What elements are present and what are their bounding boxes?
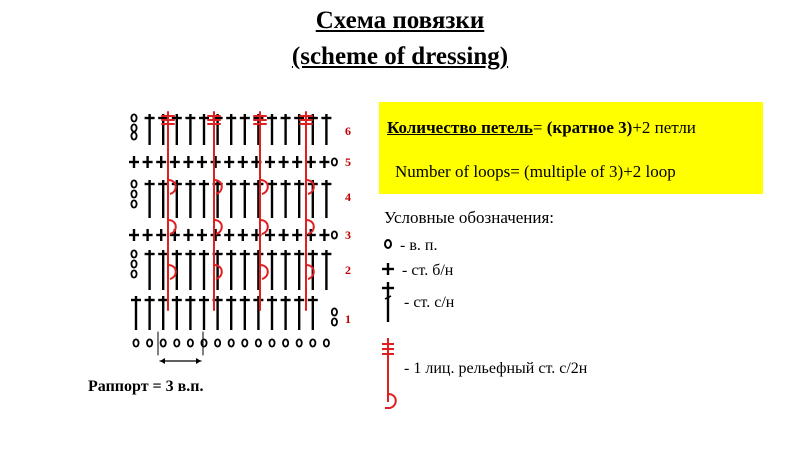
dc-stitch	[131, 296, 141, 330]
dc-stitch	[226, 250, 236, 290]
dc-stitch	[185, 250, 195, 290]
relief-hook	[168, 265, 176, 279]
relief-hook	[168, 180, 176, 194]
sc-stitch	[265, 156, 275, 168]
dc-stitch	[308, 114, 318, 145]
dc-stitch	[199, 296, 209, 330]
rapport-arrowhead-left	[160, 358, 165, 364]
dc-stitch	[158, 250, 168, 290]
dc-stitch	[253, 296, 263, 330]
dc-stitch	[267, 296, 277, 330]
dc-stitch	[185, 114, 195, 145]
dc-stitch	[281, 180, 291, 218]
legend-dc: - ст. с/н	[404, 294, 455, 311]
chain-stitch	[161, 339, 166, 346]
chain-stitch	[297, 339, 302, 346]
chain-icon	[385, 240, 391, 248]
dc-stitch	[158, 114, 168, 145]
chain-stitch	[131, 124, 136, 131]
row-label-2: 2	[345, 263, 351, 277]
loops-rest: +2 петли	[632, 118, 696, 137]
crochet-chart	[120, 100, 360, 370]
loops-eq: =	[532, 118, 547, 137]
chain-stitch	[131, 190, 136, 197]
chain-stitch	[310, 339, 315, 346]
dc-stitch	[172, 296, 182, 330]
dc-stitch	[226, 296, 236, 330]
sc-stitch	[224, 156, 234, 168]
sc-stitch	[306, 229, 316, 241]
dc-stitch	[267, 114, 277, 145]
sc-stitch	[279, 156, 289, 168]
dc-stitch	[281, 250, 291, 290]
chain-stitch	[332, 158, 337, 165]
chain-stitch	[283, 339, 288, 346]
chain-stitch	[256, 339, 261, 346]
row-label-6: 6	[345, 124, 351, 138]
sc-stitch	[170, 156, 180, 168]
chain-stitch	[332, 231, 337, 238]
dc-stitch	[253, 180, 263, 218]
scheme-title: Схема повязки	[315, 7, 485, 34]
dc-stitch	[281, 114, 291, 145]
scheme-subtitle: (scheme of dressing)	[291, 43, 509, 70]
dc-stitch	[240, 180, 250, 218]
dc-stitch	[226, 180, 236, 218]
dc-stitch	[308, 296, 318, 330]
sc-stitch	[292, 229, 302, 241]
dc-icon	[382, 282, 394, 322]
relief-hook	[168, 220, 176, 234]
rapport-label: Раппорт = 3 в.п.	[88, 378, 204, 395]
dc-stitch	[145, 114, 155, 145]
loops-multiple: (кратное 3)	[546, 118, 633, 137]
relief-hook	[260, 220, 268, 234]
info-box	[379, 102, 763, 194]
sc-stitch	[238, 229, 248, 241]
rapport-arrowhead-right	[196, 358, 201, 364]
sc-stitch	[224, 229, 234, 241]
row-label-3: 3	[345, 228, 351, 242]
dc-stitch	[253, 114, 263, 145]
sc-stitch	[319, 156, 329, 168]
fpdtr-icon	[382, 338, 396, 408]
dc-stitch	[240, 250, 250, 290]
sc-icon	[382, 263, 394, 275]
chain-stitch	[229, 339, 234, 346]
dc-stitch	[226, 114, 236, 145]
row-label-4: 4	[345, 190, 351, 204]
dc-stitch	[321, 180, 331, 218]
sc-stitch	[211, 156, 221, 168]
sc-stitch	[183, 156, 193, 168]
chain-stitch	[242, 339, 247, 346]
chain-stitch	[131, 114, 136, 121]
chain-stitch	[201, 339, 206, 346]
dc-stitch	[321, 250, 331, 290]
chain-stitch	[174, 339, 179, 346]
chain-stitch	[332, 308, 337, 315]
info-en: Number of loops= (multiple of 3)+2 loop	[395, 162, 676, 181]
chain-stitch	[131, 260, 136, 267]
chain-stitch	[133, 339, 138, 346]
legend-chain: - в. п.	[400, 237, 438, 254]
chain-stitch	[131, 250, 136, 257]
sc-stitch	[238, 156, 248, 168]
sc-stitch	[197, 229, 207, 241]
legend-relief: - 1 лиц. рельефный ст. с/2н	[404, 360, 588, 377]
dc-stitch	[185, 296, 195, 330]
sc-stitch	[211, 229, 221, 241]
chain-stitch	[269, 339, 274, 346]
dc-stitch	[199, 250, 209, 290]
dc-stitch	[281, 296, 291, 330]
sc-stitch	[183, 229, 193, 241]
dc-stitch	[294, 296, 304, 330]
relief-hook	[260, 265, 268, 279]
chain-stitch	[131, 132, 136, 139]
chain-stitch	[147, 339, 152, 346]
dc-stitch	[253, 250, 263, 290]
sc-stitch	[279, 229, 289, 241]
dc-stitch	[199, 180, 209, 218]
sc-stitch	[143, 156, 153, 168]
sc-stitch	[292, 156, 302, 168]
sc-stitch	[129, 229, 139, 241]
dc-stitch	[294, 114, 304, 145]
dc-stitch	[199, 114, 209, 145]
sc-stitch	[156, 156, 166, 168]
dc-stitch	[158, 296, 168, 330]
chain-stitch	[131, 200, 136, 207]
info-ru	[387, 118, 696, 138]
relief-hook	[260, 180, 268, 194]
legend-title: Условные обозначения:	[384, 208, 555, 227]
row-label-1: 1	[345, 312, 351, 326]
dc-stitch	[172, 250, 182, 290]
sc-stitch	[319, 229, 329, 241]
row-label-5: 5	[345, 155, 351, 169]
dc-stitch	[158, 180, 168, 218]
dc-stitch	[172, 180, 182, 218]
sc-stitch	[143, 229, 153, 241]
loops-label: Количество петель	[387, 118, 533, 137]
sc-stitch	[197, 156, 207, 168]
sc-stitch	[306, 156, 316, 168]
dc-stitch	[294, 180, 304, 218]
legend-sc: - ст. б/н	[402, 262, 454, 279]
chain-stitch	[215, 339, 220, 346]
dc-stitch	[185, 180, 195, 218]
chain-stitch	[188, 339, 193, 346]
dc-stitch	[294, 250, 304, 290]
sc-stitch	[156, 229, 166, 241]
chain-stitch	[131, 180, 136, 187]
dc-stitch	[145, 250, 155, 290]
chain-stitch	[332, 318, 337, 325]
chain-stitch	[131, 270, 136, 277]
dc-stitch	[145, 180, 155, 218]
dc-stitch	[240, 114, 250, 145]
dc-stitch	[145, 296, 155, 330]
dc-stitch	[321, 114, 331, 145]
chain-stitch	[324, 339, 329, 346]
sc-stitch	[129, 156, 139, 168]
legend-symbols	[380, 234, 400, 414]
dc-stitch	[240, 296, 250, 330]
dc-stitch	[172, 114, 182, 145]
